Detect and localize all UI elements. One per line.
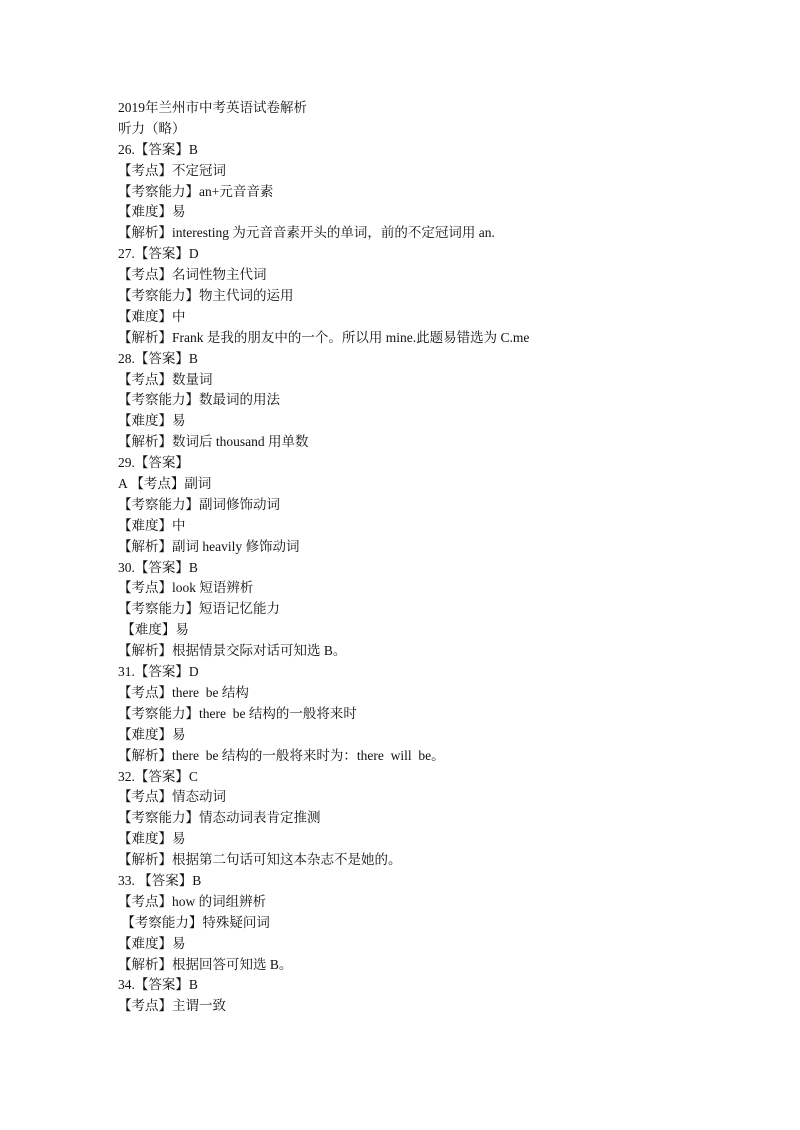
q33-difficulty: 【难度】易 (118, 935, 186, 951)
q31-answer: 31.【答案】D (118, 664, 199, 680)
q27-ability: 【考察能力】物主代词的运用 (118, 288, 294, 304)
q31-analysis: 【解析】there be 结构的一般将来时为：there will be。 (118, 747, 445, 763)
q32-answer: 32.【答案】C (118, 768, 198, 784)
q27-point: 【考点】名词性物主代词 (118, 267, 267, 283)
q29-ability: 【考察能力】副词修饰动词 (118, 496, 280, 512)
q27-answer: 27.【答案】D (118, 246, 199, 262)
q34-point: 【考点】主谓一致 (118, 998, 226, 1014)
q30-ability: 【考察能力】短语记忆能力 (118, 601, 280, 617)
q27-difficulty: 【难度】中 (118, 308, 186, 324)
q33-ability: 【考察能力】特殊疑问词 (118, 914, 270, 930)
q29-answer: 29.【答案】 (118, 455, 189, 471)
q31-difficulty: 【难度】易 (118, 726, 186, 742)
q32-ability: 【考察能力】情态动词表肯定推测 (118, 810, 321, 826)
q26-difficulty: 【难度】易 (118, 204, 186, 220)
q30-point: 【考点】look 短语辨析 (118, 580, 254, 596)
listening-note: 听力（略） (118, 120, 186, 136)
q33-analysis: 【解析】根据回答可知选 B。 (118, 956, 293, 972)
q32-difficulty: 【难度】易 (118, 831, 186, 847)
q28-difficulty: 【难度】易 (118, 413, 186, 429)
q26-analysis: 【解析】interesting 为元音音素开头的单词，前的不定冠词用 an. (118, 225, 495, 241)
q28-point: 【考点】数量词 (118, 371, 213, 387)
q32-point: 【考点】情态动词 (118, 789, 226, 805)
q30-analysis: 【解析】根据情景交际对话可知选 B。 (118, 643, 347, 659)
q32-analysis: 【解析】根据第二句话可知这本杂志不是她的。 (118, 852, 402, 868)
q31-ability: 【考察能力】there be 结构的一般将来时 (118, 705, 357, 721)
q26-ability: 【考察能力】an+元音音素 (118, 183, 274, 199)
q31-point: 【考点】there be 结构 (118, 684, 249, 700)
q30-answer: 30.【答案】B (118, 559, 198, 575)
q29-difficulty: 【难度】中 (118, 517, 186, 533)
q28-analysis: 【解析】数词后 thousand 用单数 (118, 434, 309, 450)
q33-point: 【考点】how 的词组辨析 (118, 893, 267, 909)
q33-answer: 33. 【答案】B (118, 872, 202, 888)
q28-answer: 28.【答案】B (118, 350, 198, 366)
document-title: 2019年兰州市中考英语试卷解析 (118, 100, 307, 115)
q34-answer: 34.【答案】B (118, 977, 198, 993)
q27-analysis: 【解析】Frank 是我的朋友中的一个。所以用 mine.此题易错选为 C.me (118, 329, 530, 345)
document-body (118, 98, 718, 1017)
q26-point: 【考点】不定冠词 (118, 162, 226, 178)
q26-answer: 26.【答案】B (118, 141, 198, 157)
q29-point: A 【考点】副词 (118, 476, 212, 492)
q29-analysis: 【解析】副词 heavily 修饰动词 (118, 538, 300, 554)
q28-ability: 【考察能力】数最词的用法 (118, 392, 280, 408)
q30-difficulty: 【难度】易 (118, 622, 189, 638)
